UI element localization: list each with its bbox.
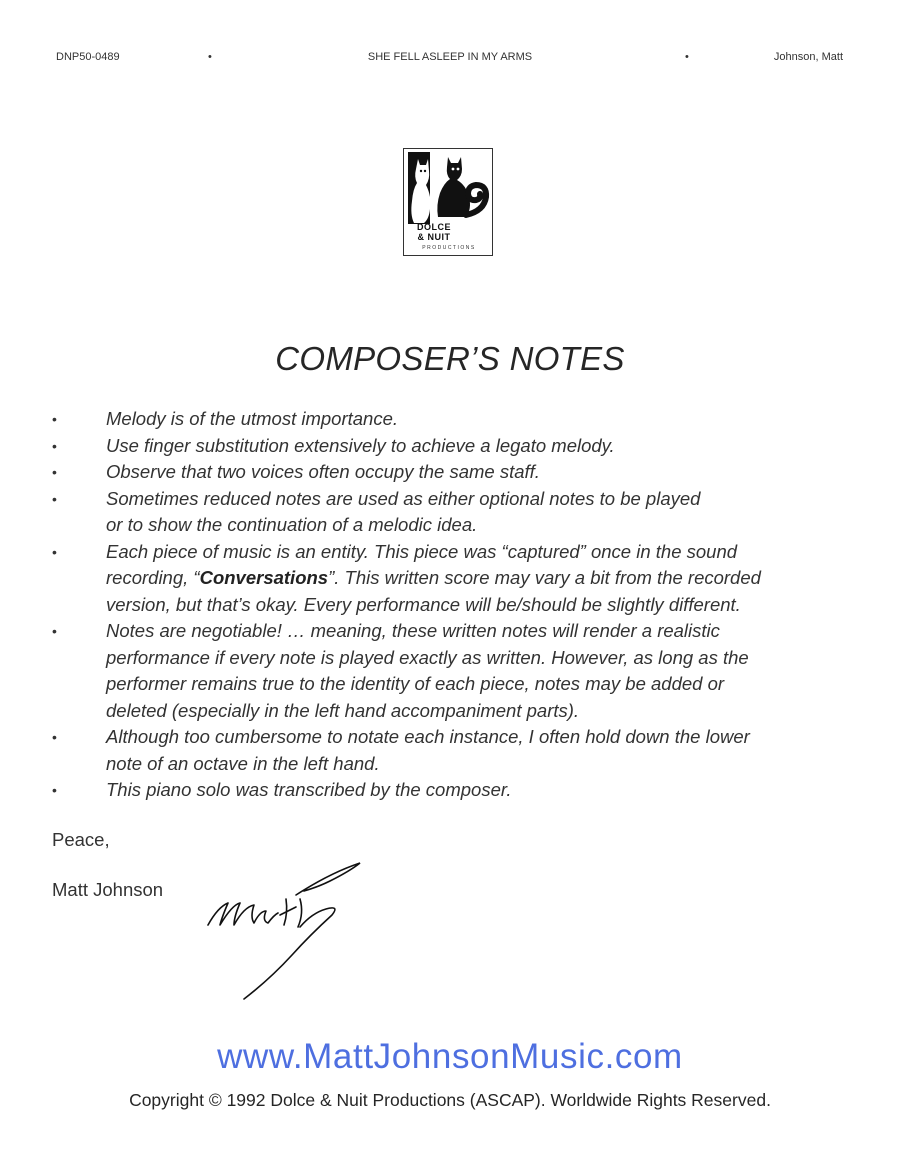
bullet-icon: • xyxy=(52,623,57,639)
note-text: Use finger substitution extensively to achieve a legato melody. xyxy=(106,434,615,456)
note-text: Observe that two voices often occupy the same staff. xyxy=(106,461,540,482)
note-text: performer remains true to the identity of each piece, notes may be added or xyxy=(106,673,725,694)
recording-title: Conversations xyxy=(199,567,329,588)
bullet-icon: • xyxy=(52,782,57,798)
note-text: performance if every note is played exactly as written. However, as long as the xyxy=(106,646,749,668)
signer-name: Matt Johnson xyxy=(52,879,164,900)
signature-icon xyxy=(200,855,370,1005)
note-text: Although too cumbersome to notate each instance, I often hold down the lower xyxy=(106,726,750,747)
note-text: note of an octave in the left hand. xyxy=(106,752,380,774)
bullet-icon: • xyxy=(52,543,57,560)
header-separator: • xyxy=(685,51,689,63)
logo-line2: & NUIT xyxy=(417,232,451,242)
list-item xyxy=(52,406,852,433)
note-text: Sometimes reduced notes are used as either optional notes to be played xyxy=(106,487,701,509)
note-text: recording, “ xyxy=(106,567,200,588)
logo-line3: PRODUCTIONS xyxy=(422,245,476,251)
list-item xyxy=(52,724,852,777)
song-title: SHE FELL ASLEEP IN MY ARMS xyxy=(367,51,533,63)
closing-salutation: Peace, xyxy=(52,829,110,850)
bullet-icon: • xyxy=(52,437,57,454)
bullet-icon: • xyxy=(52,411,57,427)
page-title: COMPOSER’S NOTES xyxy=(275,340,625,377)
catalog-code: DNP50-0489 xyxy=(56,51,120,63)
note-text: Melody is of the utmost importance. xyxy=(106,408,399,429)
publisher-logo xyxy=(403,148,493,256)
bullet-icon: • xyxy=(52,729,57,745)
note-text: Each piece of music is an entity. This piece was “captured” once in the sound xyxy=(106,540,738,562)
logo-line1: DOLCE xyxy=(417,222,451,232)
list-item xyxy=(52,459,852,486)
copyright-notice: Copyright © 1992 Dolce & Nuit Productions (ASCAP). Worldwide Rights Reserved. xyxy=(129,1090,771,1110)
note-text: Notes are negotiable! … meaning, these written notes will render a realistic xyxy=(106,620,720,641)
bullet-icon: • xyxy=(52,490,57,507)
note-text: ”. This written score may vary a bit from the recorded xyxy=(328,567,761,588)
header-separator: • xyxy=(208,51,212,63)
note-text: version, but that’s okay. Every performance will be/should be slightly different. xyxy=(106,593,741,615)
list-item xyxy=(52,539,852,619)
note-text: deleted (especially in the left hand accompaniment parts). xyxy=(106,699,580,721)
list-item xyxy=(52,618,852,724)
list-item xyxy=(52,486,852,539)
list-item xyxy=(52,433,852,460)
page-header xyxy=(0,51,900,65)
composer-notes-list xyxy=(52,406,852,804)
website-link[interactable]: www.MattJohnsonMusic.com xyxy=(217,1037,683,1076)
bullet-icon: • xyxy=(52,464,57,480)
note-text: This piano solo was transcribed by the composer. xyxy=(106,779,512,800)
list-item xyxy=(52,777,852,804)
note-text: or to show the continuation of a melodic idea. xyxy=(106,514,478,535)
composer-name: Johnson, Matt xyxy=(773,51,843,63)
